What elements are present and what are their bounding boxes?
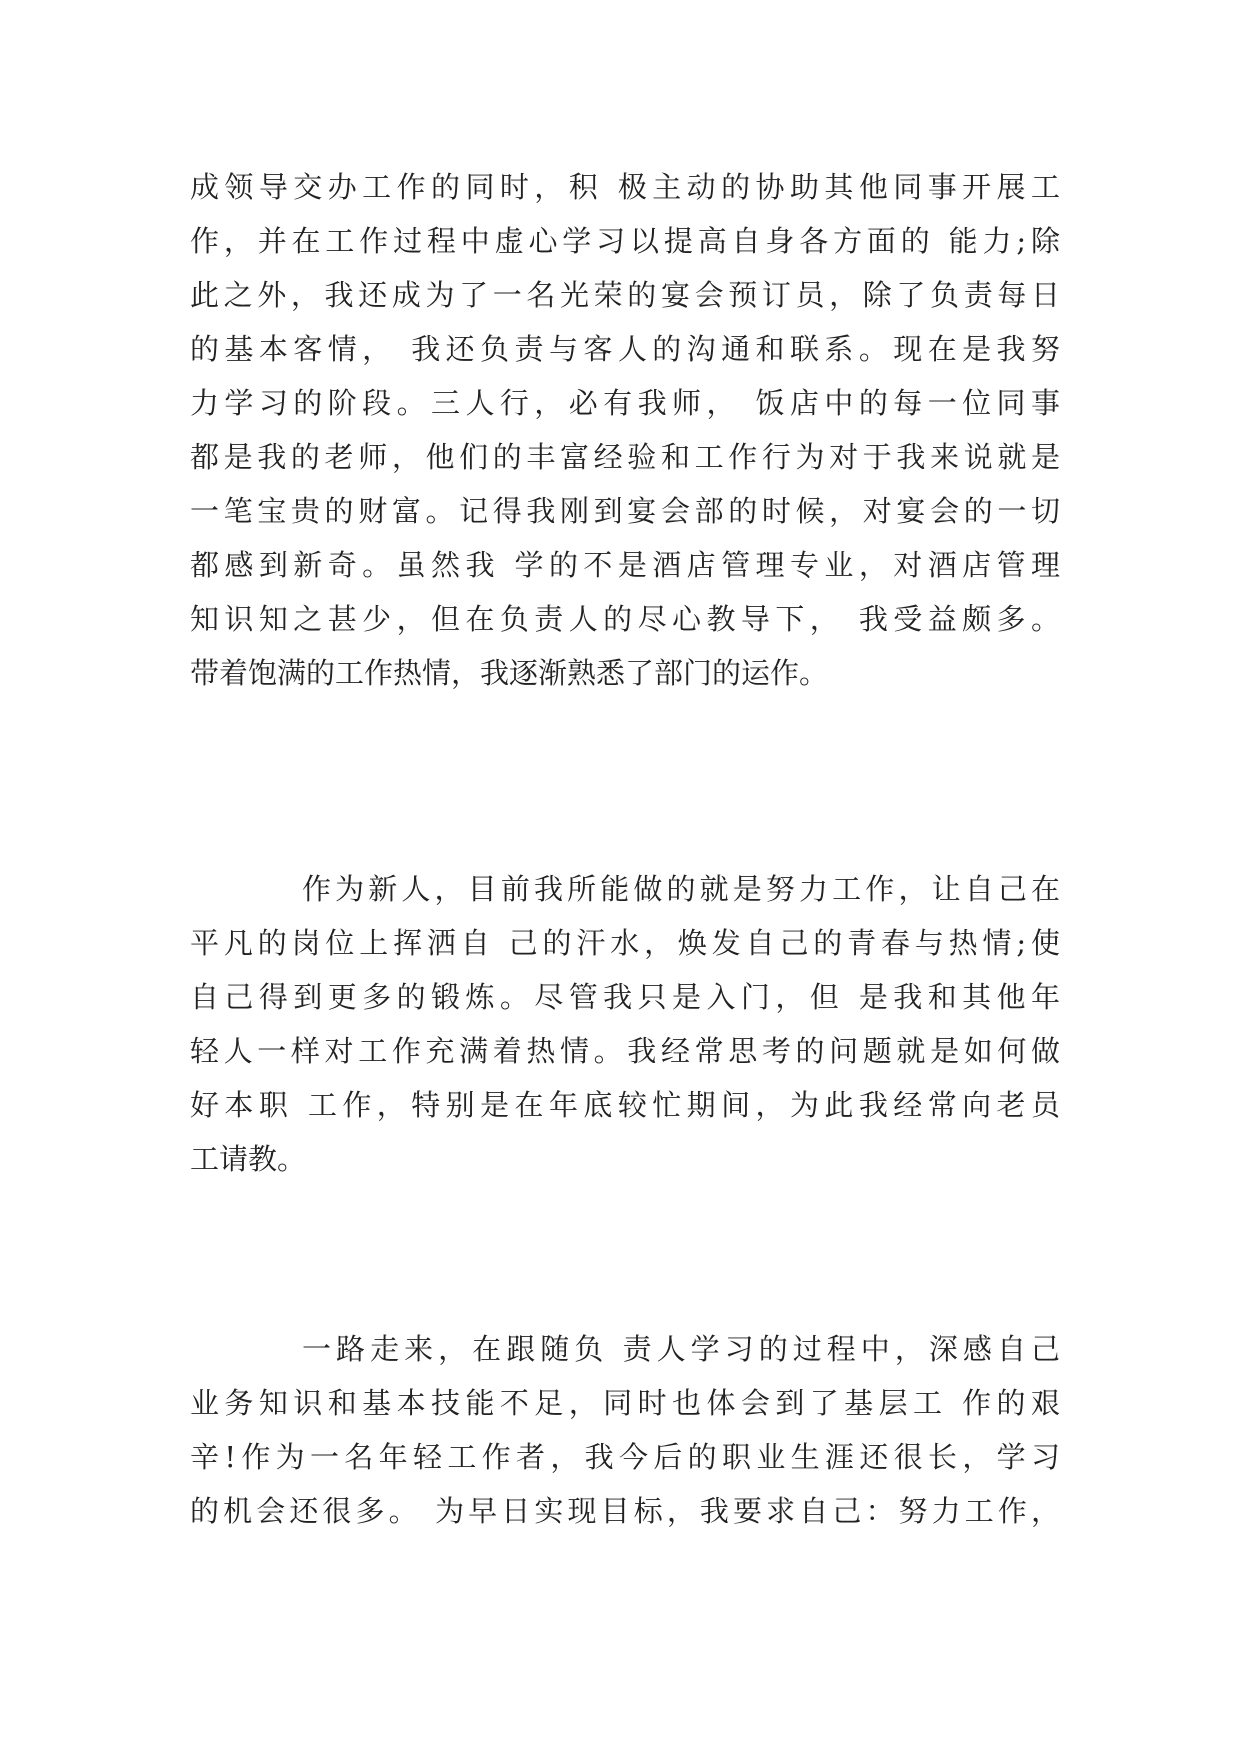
text-line: 此之外，我还成为了一名光荣的宴会预订员，除了负责每日 bbox=[190, 278, 1060, 312]
text-line: 一路走来，在跟随负 责人学习的过程中，深感自己 bbox=[302, 1332, 1060, 1366]
text-line: 平凡的岗位上挥洒自 己的汗水，焕发自己的青春与热情;使 bbox=[190, 926, 1060, 960]
paragraph-3 bbox=[190, 1322, 1060, 1538]
text-line: 带着饱满的工作热情，我逐渐熟悉了部门的运作。 bbox=[190, 656, 829, 690]
text-line: 成领导交办工作的同时，积 极主动的协助其他同事开展工 bbox=[190, 170, 1060, 204]
text-line: 作，并在工作过程中虚心学习以提高自身各方面的 能力;除 bbox=[190, 224, 1060, 258]
paragraph-1 bbox=[190, 160, 1060, 700]
text-line: 都感到新奇。虽然我 学的不是酒店管理专业，对酒店管理 bbox=[190, 548, 1060, 582]
text-line: 自己得到更多的锻炼。尽管我只是入门，但 是我和其他年 bbox=[190, 980, 1060, 1014]
text-line: 力学习的阶段。三人行，必有我师， 饭店中的每一位同事 bbox=[190, 386, 1060, 420]
text-line: 辛!作为一名年轻工作者，我今后的职业生涯还很长，学习 bbox=[190, 1440, 1060, 1474]
text-line: 作为新人，目前我所能做的就是努力工作，让自己在 bbox=[302, 872, 1060, 906]
text-line: 的机会还很多。 为早日实现目标，我要求自己：努力工作， bbox=[190, 1494, 1060, 1528]
text-line: 的基本客情， 我还负责与客人的沟通和联系。现在是我努 bbox=[190, 332, 1060, 366]
paragraph-2 bbox=[190, 862, 1060, 1186]
text-line: 知识知之甚少，但在负责人的尽心教导下， 我受益颇多。 bbox=[190, 602, 1060, 636]
text-line: 业务知识和基本技能不足，同时也体会到了基层工 作的艰 bbox=[190, 1386, 1060, 1420]
text-line: 工请教。 bbox=[190, 1142, 307, 1176]
text-line: 都是我的老师，他们的丰富经验和工作行为对于我来说就是 bbox=[190, 440, 1060, 474]
text-line: 一笔宝贵的财富。记得我刚到宴会部的时候，对宴会的一切 bbox=[190, 494, 1060, 528]
text-line: 好本职 工作，特别是在年底较忙期间，为此我经常向老员 bbox=[190, 1088, 1060, 1122]
text-line: 轻人一样对工作充满着热情。我经常思考的问题就是如何做 bbox=[190, 1034, 1060, 1068]
